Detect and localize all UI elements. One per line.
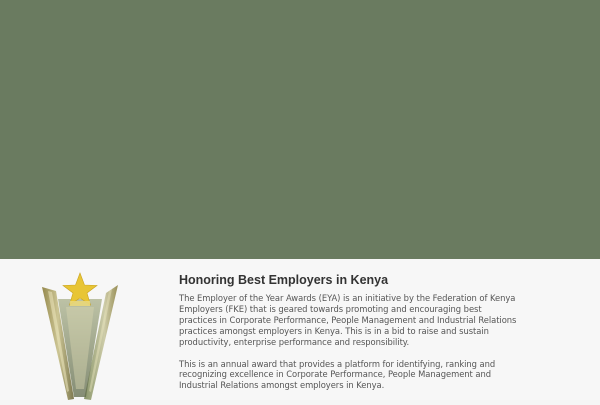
trophy-award-icon	[36, 271, 126, 400]
section-heading: Honoring Best Employers in Kenya	[179, 273, 389, 287]
about-text-column	[179, 272, 519, 391]
award-description-paragraph: This is an annual award that provides a platform for identifying, ranking and recognizing excellence in Corporate Performance, People Management and Industrial Relations amongst employers in Kenya.	[179, 358, 496, 391]
intro-paragraph: The Employer of the Year Awards (EYA) is an initiative by the Federation of Kenya Employers (FKE) that is geared towards promoting and encouraging best practices in Corporate Performance, People Management and Industrial Relations practices amongst employers in Kenya. This is in a bid to raise and sustain productivity, enterprise performance and responsibility.	[179, 293, 517, 347]
about-section	[0, 259, 600, 400]
